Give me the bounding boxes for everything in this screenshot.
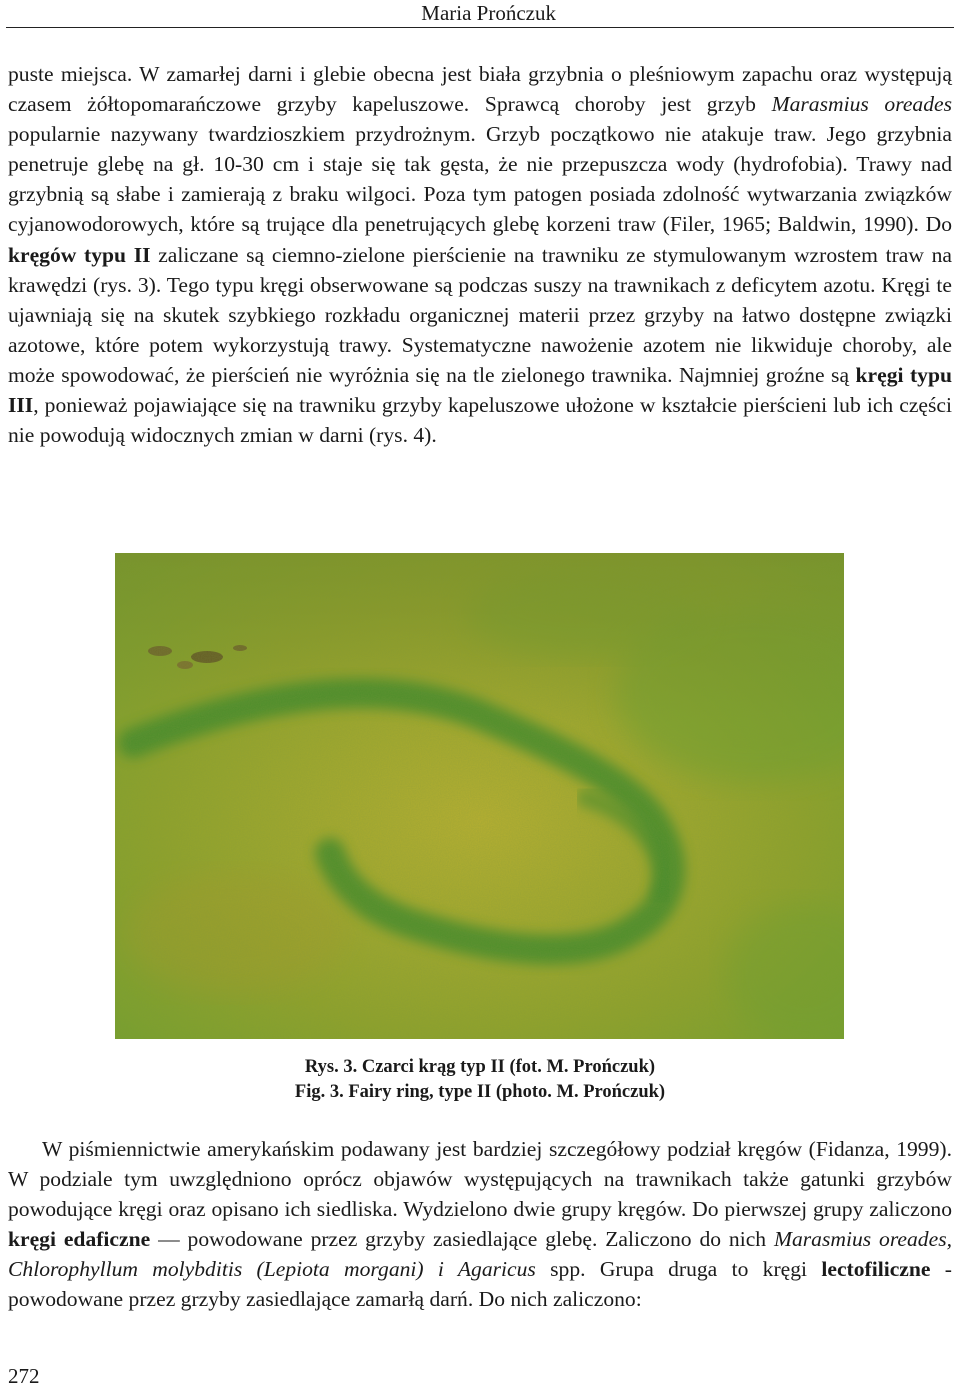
- paragraph-2-text-b: — powodowane przez grzyby zasiedlające glebę. Zaliczono do nich: [150, 1227, 774, 1252]
- paragraph-2: [8, 1134, 952, 1315]
- figure-caption-english: Fig. 3. Fairy ring, type II (photo. M. Prończuk): [294, 1082, 666, 1102]
- species-names-list: Marasmius oreades, Chlorophyllum molybditis (Lepiota morgani) i Agaricus: [8, 1227, 952, 1282]
- term-ring-type-ii: kręgów typu II: [8, 242, 151, 267]
- paragraph-2-text-c: spp. Grupa druga to kręgi: [535, 1257, 822, 1282]
- figure-fairy-ring-photo: [115, 553, 844, 1039]
- paragraph-1: [8, 59, 952, 450]
- paragraph-2-text-d: - powodowane przez grzyby zasiedlające zamarłą darń. Do nich zaliczono:: [8, 1257, 952, 1312]
- paragraph-1-text-a: puste miejsca. W zamarłej darni i glebie obecna jest biała grzybnia o pleśniowym zapachu oraz występują czasem żółtopomarańczowe grzyby kapeluszowe. Sprawcą choroby jest grzyb: [8, 62, 952, 117]
- species-name-marasmius: Marasmius oreades: [771, 92, 952, 117]
- header-rule: [6, 27, 954, 28]
- fairy-ring-photo: [115, 553, 844, 1039]
- paragraph-1-text-c: zaliczane są ciemno-zielone pierścienie na trawniku ze stymulowanym wzrostem traw na krawędzi (rys. 3). Tego typu kręgi obserwowane są podczas suszy na trawnikach z deficytem azotu. Kręgi te ujawniają się na skutek szybkiego rozkładu organicznej materii przez grzyby na łatwo dostępne związki azotowe, które potem wykorzystują trawy. Systematyczne nawożenie azotem nie likwiduje choroby, ale może spowodować, że pierścień nie wyróżnia się na tle zielonego trawnika. Najmniej groźne są: [8, 242, 952, 387]
- paragraph-1-text-d: , ponieważ pojawiające się na trawniku grzyby kapeluszowe ułożone w kształcie pierścieni lub ich części nie powodują widocznych zmian w darni (rys. 4).: [8, 393, 952, 448]
- term-ring-type-iii: kręgi typu III: [8, 362, 952, 418]
- running-header-author: Maria Prończuk: [421, 1, 556, 25]
- running-header: [0, 0, 960, 28]
- figure-caption-polish: Rys. 3. Czarci krąg typ II (fot. M. Prończuk): [304, 1057, 656, 1077]
- term-lectophilic-rings: lectofiliczne: [821, 1257, 931, 1282]
- page-number: 272: [8, 1364, 40, 1388]
- paragraph-1-text-b: popularnie nazywany twardzioszkiem przydrożnym. Grzyb początkowo nie atakuje traw. Jego grzybnia penetruje glebę na gł. 10-30 cm i staje się tak gęsta, że nie przepuszcza wody (hydrofobia). Trawy nad grzybnią są słabe i zamierają z braku wilgoci. Poza tym patogen posiada zdolność wytwarzania związków cyjanowodorowych, które są trujące dla penetrujących glebę korzeni traw (Filer, 1965; Baldwin, 1990). Do: [8, 122, 952, 237]
- term-edaphic-rings: kręgi edaficzne: [8, 1227, 151, 1252]
- paragraph-2-text-a: W piśmiennictwie amerykańskim podawany jest bardziej szczegółowy podział kręgów (Fidanza, 1999). W podziale tym uwzględniono oprócz objawów występujących na trawnikach także gatunki grzybów powodujące kręgi oraz opisano ich siedliska. Wydzielono dwie grupy kręgów. Do pierwszej grupy zaliczono: [8, 1137, 952, 1222]
